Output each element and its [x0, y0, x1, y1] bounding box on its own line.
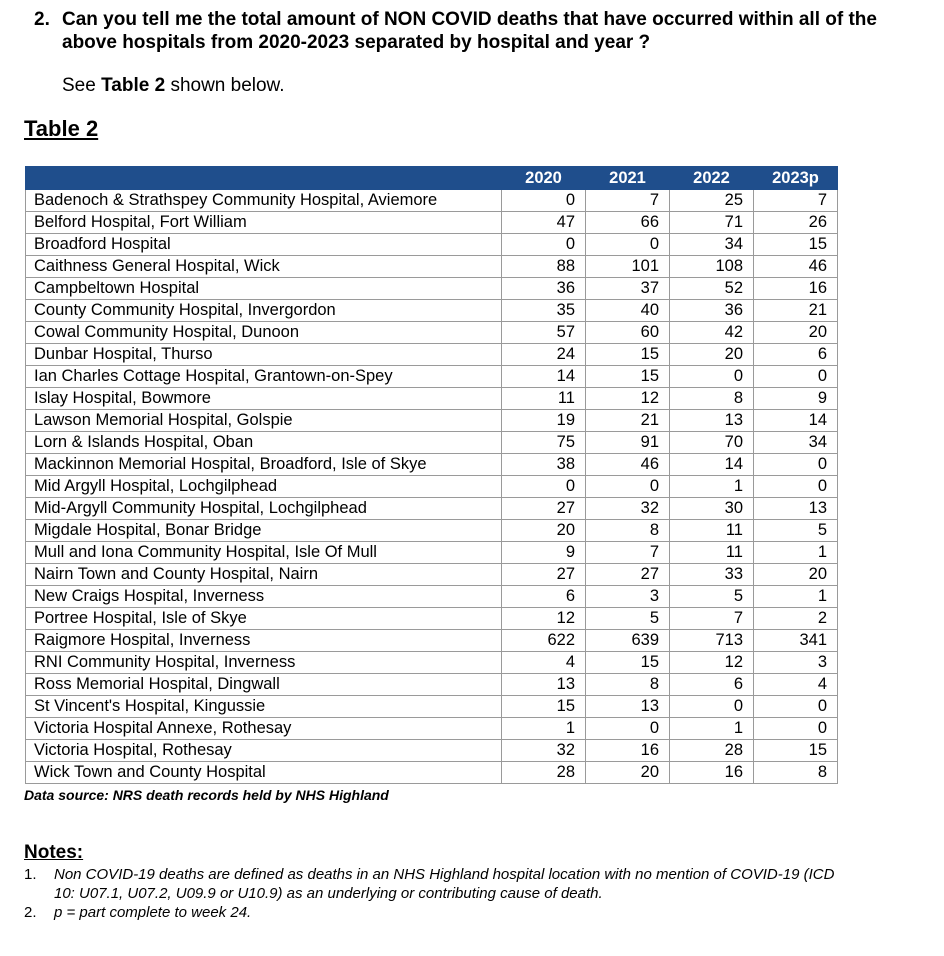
death-count-cell: 19	[502, 410, 586, 432]
table-row	[26, 564, 838, 586]
hospital-name-cell: Mid-Argyll Community Hospital, Lochgilphead	[26, 498, 502, 520]
hospital-name-cell: Lorn & Islands Hospital, Oban	[26, 432, 502, 454]
death-count-cell: 1	[670, 718, 754, 740]
death-count-cell: 34	[754, 432, 838, 454]
death-count-cell: 66	[586, 212, 670, 234]
death-count-cell: 2	[754, 608, 838, 630]
table-row	[26, 498, 838, 520]
death-count-cell: 91	[586, 432, 670, 454]
death-count-cell: 9	[502, 542, 586, 564]
data-source: Data source: NRS death records held by NHS Highland	[24, 787, 389, 803]
header-hospital	[26, 167, 502, 190]
death-count-cell: 15	[586, 652, 670, 674]
death-count-cell: 25	[670, 190, 754, 212]
table-row	[26, 388, 838, 410]
death-count-cell: 0	[754, 454, 838, 476]
see-table-note	[62, 75, 285, 97]
table-header-row	[26, 167, 838, 190]
death-count-cell: 9	[754, 388, 838, 410]
death-count-cell: 0	[502, 190, 586, 212]
death-count-cell: 12	[586, 388, 670, 410]
death-count-cell: 57	[502, 322, 586, 344]
death-count-cell: 13	[502, 674, 586, 696]
hospital-name-cell: Mackinnon Memorial Hospital, Broadford, Isle of Skye	[26, 454, 502, 476]
death-count-cell: 6	[754, 344, 838, 366]
death-count-cell: 13	[754, 498, 838, 520]
hospital-name-cell: Ross Memorial Hospital, Dingwall	[26, 674, 502, 696]
death-count-cell: 0	[670, 696, 754, 718]
deaths-table	[25, 166, 838, 784]
table-row	[26, 454, 838, 476]
death-count-cell: 47	[502, 212, 586, 234]
hospital-name-cell: Badenoch & Strathspey Community Hospital, Aviemore	[26, 190, 502, 212]
death-count-cell: 11	[670, 542, 754, 564]
death-count-cell: 24	[502, 344, 586, 366]
death-count-cell: 0	[502, 476, 586, 498]
hospital-name-cell: Lawson Memorial Hospital, Golspie	[26, 410, 502, 432]
death-count-cell: 38	[502, 454, 586, 476]
death-count-cell: 108	[670, 256, 754, 278]
hospital-name-cell: Broadford Hospital	[26, 234, 502, 256]
death-count-cell: 46	[754, 256, 838, 278]
death-count-cell: 34	[670, 234, 754, 256]
death-count-cell: 15	[586, 344, 670, 366]
death-count-cell: 8	[670, 388, 754, 410]
death-count-cell: 26	[754, 212, 838, 234]
death-count-cell: 14	[670, 454, 754, 476]
death-count-cell: 27	[502, 564, 586, 586]
hospital-name-cell: New Craigs Hospital, Inverness	[26, 586, 502, 608]
death-count-cell: 42	[670, 322, 754, 344]
table-row	[26, 432, 838, 454]
death-count-cell: 12	[670, 652, 754, 674]
table-row	[26, 212, 838, 234]
header-2023p: 2023p	[754, 167, 838, 190]
death-count-cell: 11	[670, 520, 754, 542]
death-count-cell: 341	[754, 630, 838, 652]
death-count-cell: 0	[754, 718, 838, 740]
death-count-cell: 4	[754, 674, 838, 696]
death-count-cell: 71	[670, 212, 754, 234]
hospital-name-cell: Victoria Hospital Annexe, Rothesay	[26, 718, 502, 740]
note-2-number: 2.	[24, 904, 37, 921]
death-count-cell: 20	[502, 520, 586, 542]
death-count-cell: 0	[586, 234, 670, 256]
hospital-name-cell: Victoria Hospital, Rothesay	[26, 740, 502, 762]
note-2-text: p = part complete to week 24.	[54, 904, 252, 921]
header-2022: 2022	[670, 167, 754, 190]
death-count-cell: 8	[586, 674, 670, 696]
death-count-cell: 8	[586, 520, 670, 542]
hospital-name-cell: Caithness General Hospital, Wick	[26, 256, 502, 278]
hospital-name-cell: RNI Community Hospital, Inverness	[26, 652, 502, 674]
death-count-cell: 8	[754, 762, 838, 784]
death-count-cell: 1	[754, 586, 838, 608]
death-count-cell: 14	[754, 410, 838, 432]
death-count-cell: 3	[754, 652, 838, 674]
death-count-cell: 0	[754, 476, 838, 498]
death-count-cell: 5	[586, 608, 670, 630]
death-count-cell: 14	[502, 366, 586, 388]
see-table-ref: Table 2	[101, 75, 166, 96]
table-row	[26, 256, 838, 278]
death-count-cell: 40	[586, 300, 670, 322]
death-count-cell: 15	[754, 740, 838, 762]
death-count-cell: 21	[754, 300, 838, 322]
death-count-cell: 28	[670, 740, 754, 762]
death-count-cell: 0	[586, 476, 670, 498]
table-title: Table 2	[24, 116, 99, 141]
death-count-cell: 13	[586, 696, 670, 718]
death-count-cell: 16	[670, 762, 754, 784]
death-count-cell: 5	[670, 586, 754, 608]
death-count-cell: 27	[586, 564, 670, 586]
death-count-cell: 20	[754, 322, 838, 344]
death-count-cell: 15	[586, 366, 670, 388]
table-row	[26, 608, 838, 630]
header-2021: 2021	[586, 167, 670, 190]
death-count-cell: 639	[586, 630, 670, 652]
death-count-cell: 88	[502, 256, 586, 278]
death-count-cell: 37	[586, 278, 670, 300]
hospital-name-cell: Dunbar Hospital, Thurso	[26, 344, 502, 366]
table-row	[26, 366, 838, 388]
table-row	[26, 696, 838, 718]
hospital-name-cell: Islay Hospital, Bowmore	[26, 388, 502, 410]
hospital-name-cell: Migdale Hospital, Bonar Bridge	[26, 520, 502, 542]
hospital-name-cell: Ian Charles Cottage Hospital, Grantown-on-Spey	[26, 366, 502, 388]
death-count-cell: 3	[586, 586, 670, 608]
death-count-cell: 30	[670, 498, 754, 520]
hospital-name-cell: Belford Hospital, Fort William	[26, 212, 502, 234]
death-count-cell: 15	[502, 696, 586, 718]
table-row	[26, 410, 838, 432]
death-count-cell: 4	[502, 652, 586, 674]
hospital-name-cell: Cowal Community Hospital, Dunoon	[26, 322, 502, 344]
death-count-cell: 7	[670, 608, 754, 630]
death-count-cell: 70	[670, 432, 754, 454]
death-count-cell: 16	[586, 740, 670, 762]
death-count-cell: 28	[502, 762, 586, 784]
hospital-name-cell: Portree Hospital, Isle of Skye	[26, 608, 502, 630]
table-row	[26, 542, 838, 564]
table-row	[26, 520, 838, 542]
table-row	[26, 630, 838, 652]
death-count-cell: 75	[502, 432, 586, 454]
death-count-cell: 32	[586, 498, 670, 520]
death-count-cell: 6	[502, 586, 586, 608]
death-count-cell: 60	[586, 322, 670, 344]
death-count-cell: 0	[502, 234, 586, 256]
death-count-cell: 20	[670, 344, 754, 366]
death-count-cell: 27	[502, 498, 586, 520]
table-row	[26, 718, 838, 740]
death-count-cell: 11	[502, 388, 586, 410]
death-count-cell: 5	[754, 520, 838, 542]
death-count-cell: 0	[754, 366, 838, 388]
death-count-cell: 713	[670, 630, 754, 652]
table-row	[26, 190, 838, 212]
death-count-cell: 0	[670, 366, 754, 388]
death-count-cell: 12	[502, 608, 586, 630]
table-row	[26, 652, 838, 674]
hospital-name-cell: County Community Hospital, Invergordon	[26, 300, 502, 322]
death-count-cell: 1	[670, 476, 754, 498]
hospital-name-cell: St Vincent's Hospital, Kingussie	[26, 696, 502, 718]
table-row	[26, 762, 838, 784]
death-count-cell: 101	[586, 256, 670, 278]
death-count-cell: 13	[670, 410, 754, 432]
note-1-text: Non COVID-19 deaths are defined as deaths in an NHS Highland hospital location with no mention of COVID-19 (ICD 10: U07.1, U07.2, U09.9 or U10.9) as an underlying or contributing cause of death.	[54, 866, 835, 902]
death-count-cell: 20	[754, 564, 838, 586]
table-row	[26, 586, 838, 608]
death-count-cell: 32	[502, 740, 586, 762]
death-count-cell: 46	[586, 454, 670, 476]
death-count-cell: 20	[586, 762, 670, 784]
hospital-name-cell: Mull and Iona Community Hospital, Isle Of Mull	[26, 542, 502, 564]
death-count-cell: 15	[754, 234, 838, 256]
death-count-cell: 1	[754, 542, 838, 564]
death-count-cell: 0	[754, 696, 838, 718]
hospital-name-cell: Nairn Town and County Hospital, Nairn	[26, 564, 502, 586]
death-count-cell: 6	[670, 674, 754, 696]
death-count-cell: 36	[502, 278, 586, 300]
note-1-number: 1.	[24, 866, 37, 883]
death-count-cell: 33	[670, 564, 754, 586]
hospital-name-cell: Raigmore Hospital, Inverness	[26, 630, 502, 652]
death-count-cell: 21	[586, 410, 670, 432]
table-row	[26, 278, 838, 300]
death-count-cell: 16	[754, 278, 838, 300]
notes-title: Notes:	[24, 842, 84, 863]
table-row	[26, 322, 838, 344]
question-text: Can you tell me the total amount of NON COVID deaths that have occurred within all of the above hospitals from 2020-2023 separated by hospital and year ?	[62, 9, 877, 53]
hospital-name-cell: Campbeltown Hospital	[26, 278, 502, 300]
death-count-cell: 0	[586, 718, 670, 740]
table-row	[26, 300, 838, 322]
see-prefix: See	[62, 75, 96, 96]
question-number: 2.	[34, 9, 50, 30]
table-row	[26, 344, 838, 366]
header-2020: 2020	[502, 167, 586, 190]
death-count-cell: 7	[586, 542, 670, 564]
see-suffix: shown below.	[170, 75, 285, 96]
death-count-cell: 36	[670, 300, 754, 322]
hospital-name-cell: Mid Argyll Hospital, Lochgilphead	[26, 476, 502, 498]
death-count-cell: 7	[754, 190, 838, 212]
death-count-cell: 35	[502, 300, 586, 322]
table-row	[26, 476, 838, 498]
table-row	[26, 234, 838, 256]
table-row	[26, 674, 838, 696]
table-row	[26, 740, 838, 762]
death-count-cell: 1	[502, 718, 586, 740]
hospital-name-cell: Wick Town and County Hospital	[26, 762, 502, 784]
death-count-cell: 7	[586, 190, 670, 212]
death-count-cell: 52	[670, 278, 754, 300]
death-count-cell: 622	[502, 630, 586, 652]
